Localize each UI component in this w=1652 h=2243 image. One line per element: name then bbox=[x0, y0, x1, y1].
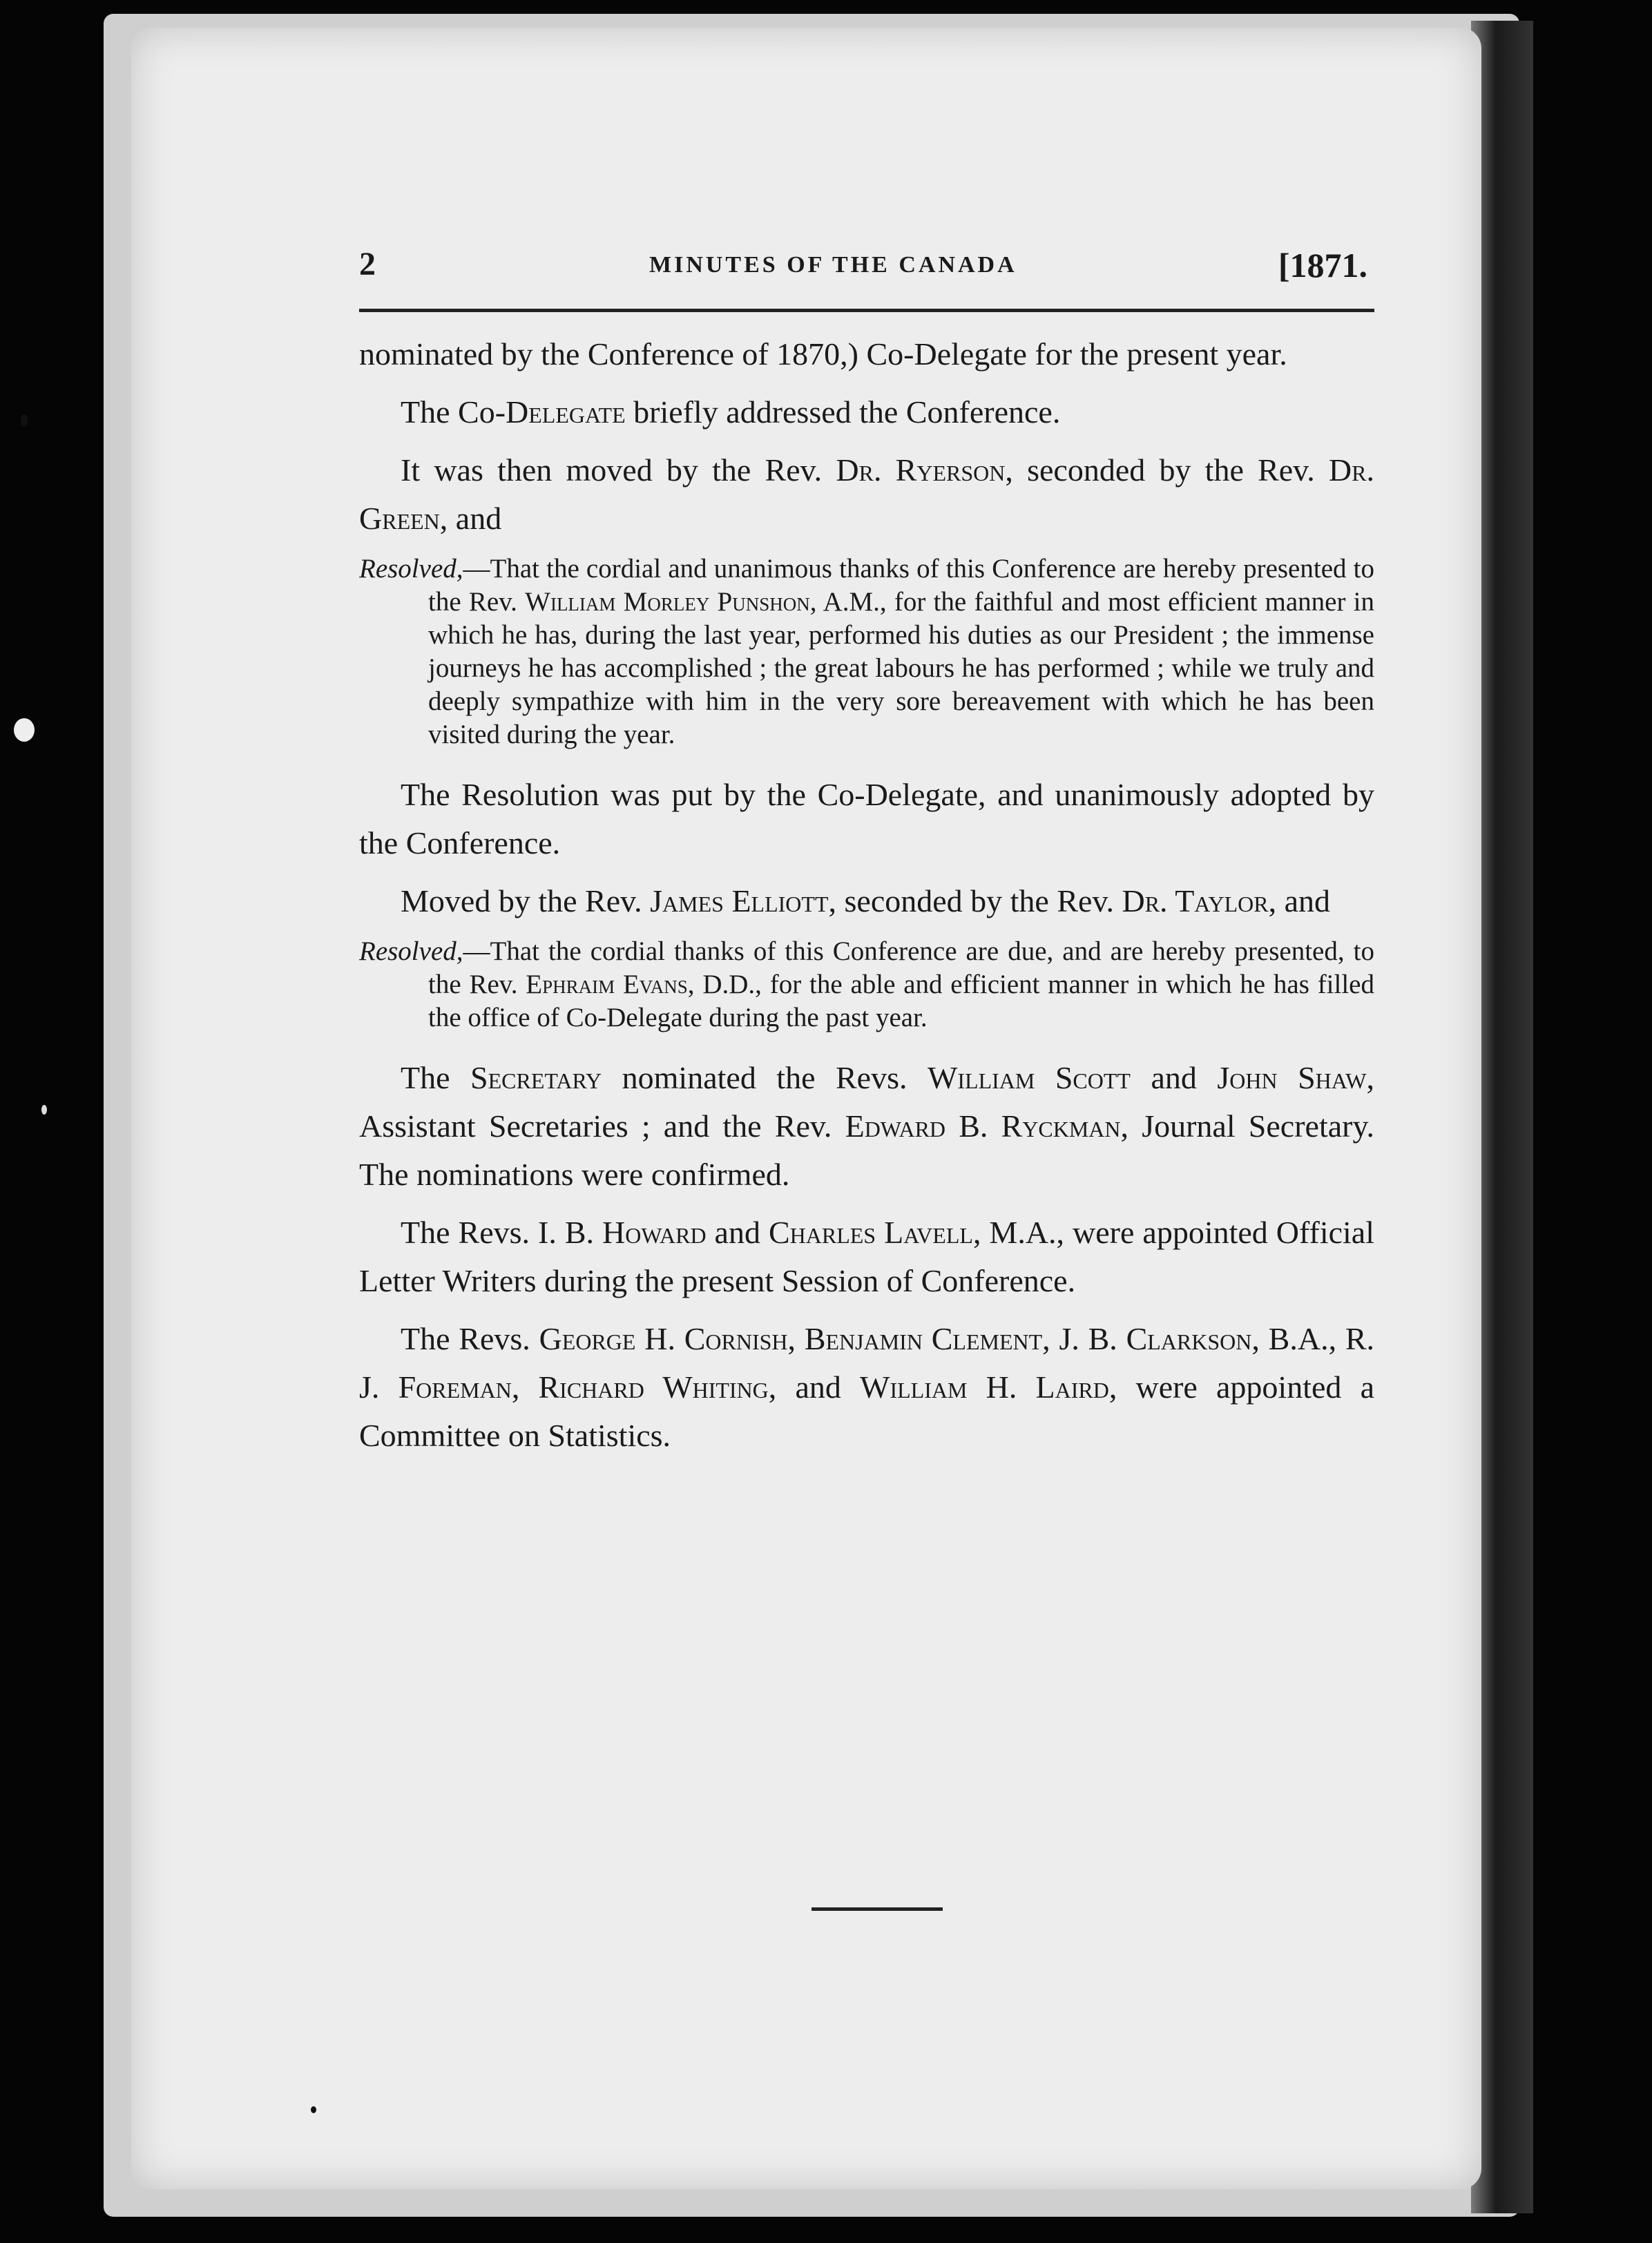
scan-speck bbox=[41, 1105, 47, 1115]
paragraph: nominated by the Conference of 1870,) Co-Delegate for the present year. bbox=[359, 336, 1287, 372]
scan-speck bbox=[21, 414, 28, 427]
page-number: 2 bbox=[359, 246, 376, 282]
header-rule bbox=[359, 309, 1374, 312]
paragraph: The Resolution was put by the Co-Delegate, and unanimously adopted by the Conference. bbox=[359, 777, 1374, 860]
body-text bbox=[359, 330, 1374, 1460]
resolution: Resolved,—That the cordial and unanimous thanks of this Conference are hereby presented to the Rev. William Morley Punshon, A.M., for the faithful and most efficient manner in which he has, during the last year, performed his duties as our President ; the immense journeys he has accomplished ; the great labours he has performed ; while we truly and deeply sympathize with him in the very sore bereavement with which he has been visited during the year. bbox=[359, 554, 1375, 749]
paragraph: It was then moved by the Rev. Dr. Ryerson, seconded by the Rev. Dr. Green, and bbox=[359, 452, 1374, 536]
resolved-label: Resolved, bbox=[359, 936, 463, 966]
page-year: [1871. bbox=[1278, 246, 1367, 285]
resolved-label: Resolved, bbox=[359, 554, 463, 584]
closing-rule bbox=[811, 1907, 943, 1911]
paragraph: Moved by the Rev. James Elliott, seconded by the Rev. Dr. Taylor, and bbox=[401, 883, 1331, 918]
paragraph: The Revs. George H. Cornish, Benjamin Clement, J. B. Clarkson, B.A., R. J. Foreman, Richard Whiting, and William H. Laird, were appointed a Committee on Statistics. bbox=[359, 1321, 1375, 1453]
scan-speck bbox=[14, 718, 35, 742]
scan-speck bbox=[311, 2106, 316, 2113]
running-title: MINUTES OF THE CANADA bbox=[649, 252, 1017, 278]
running-header bbox=[359, 245, 1367, 293]
paragraph: The Co-Delegate briefly addressed the Conference. bbox=[401, 394, 1061, 430]
resolution: Resolved,—That the cordial thanks of this Conference are due, and are hereby presented, to the Rev. Ephraim Evans, D.D., for the able and efficient manner in which he has filled the office of Co-Delegate during the past year. bbox=[359, 936, 1374, 1032]
paragraph: The Secretary nominated the Revs. William Scott and John Shaw, Assistant Secretaries ; and the Rev. Edward B. Ryckman, Journal Secretary. The nominations were confirmed. bbox=[359, 1060, 1375, 1192]
paragraph: The Revs. I. B. Howard and Charles Lavell, M.A., were appointed Official Letter Writers during the present Session of Conference. bbox=[359, 1215, 1375, 1298]
